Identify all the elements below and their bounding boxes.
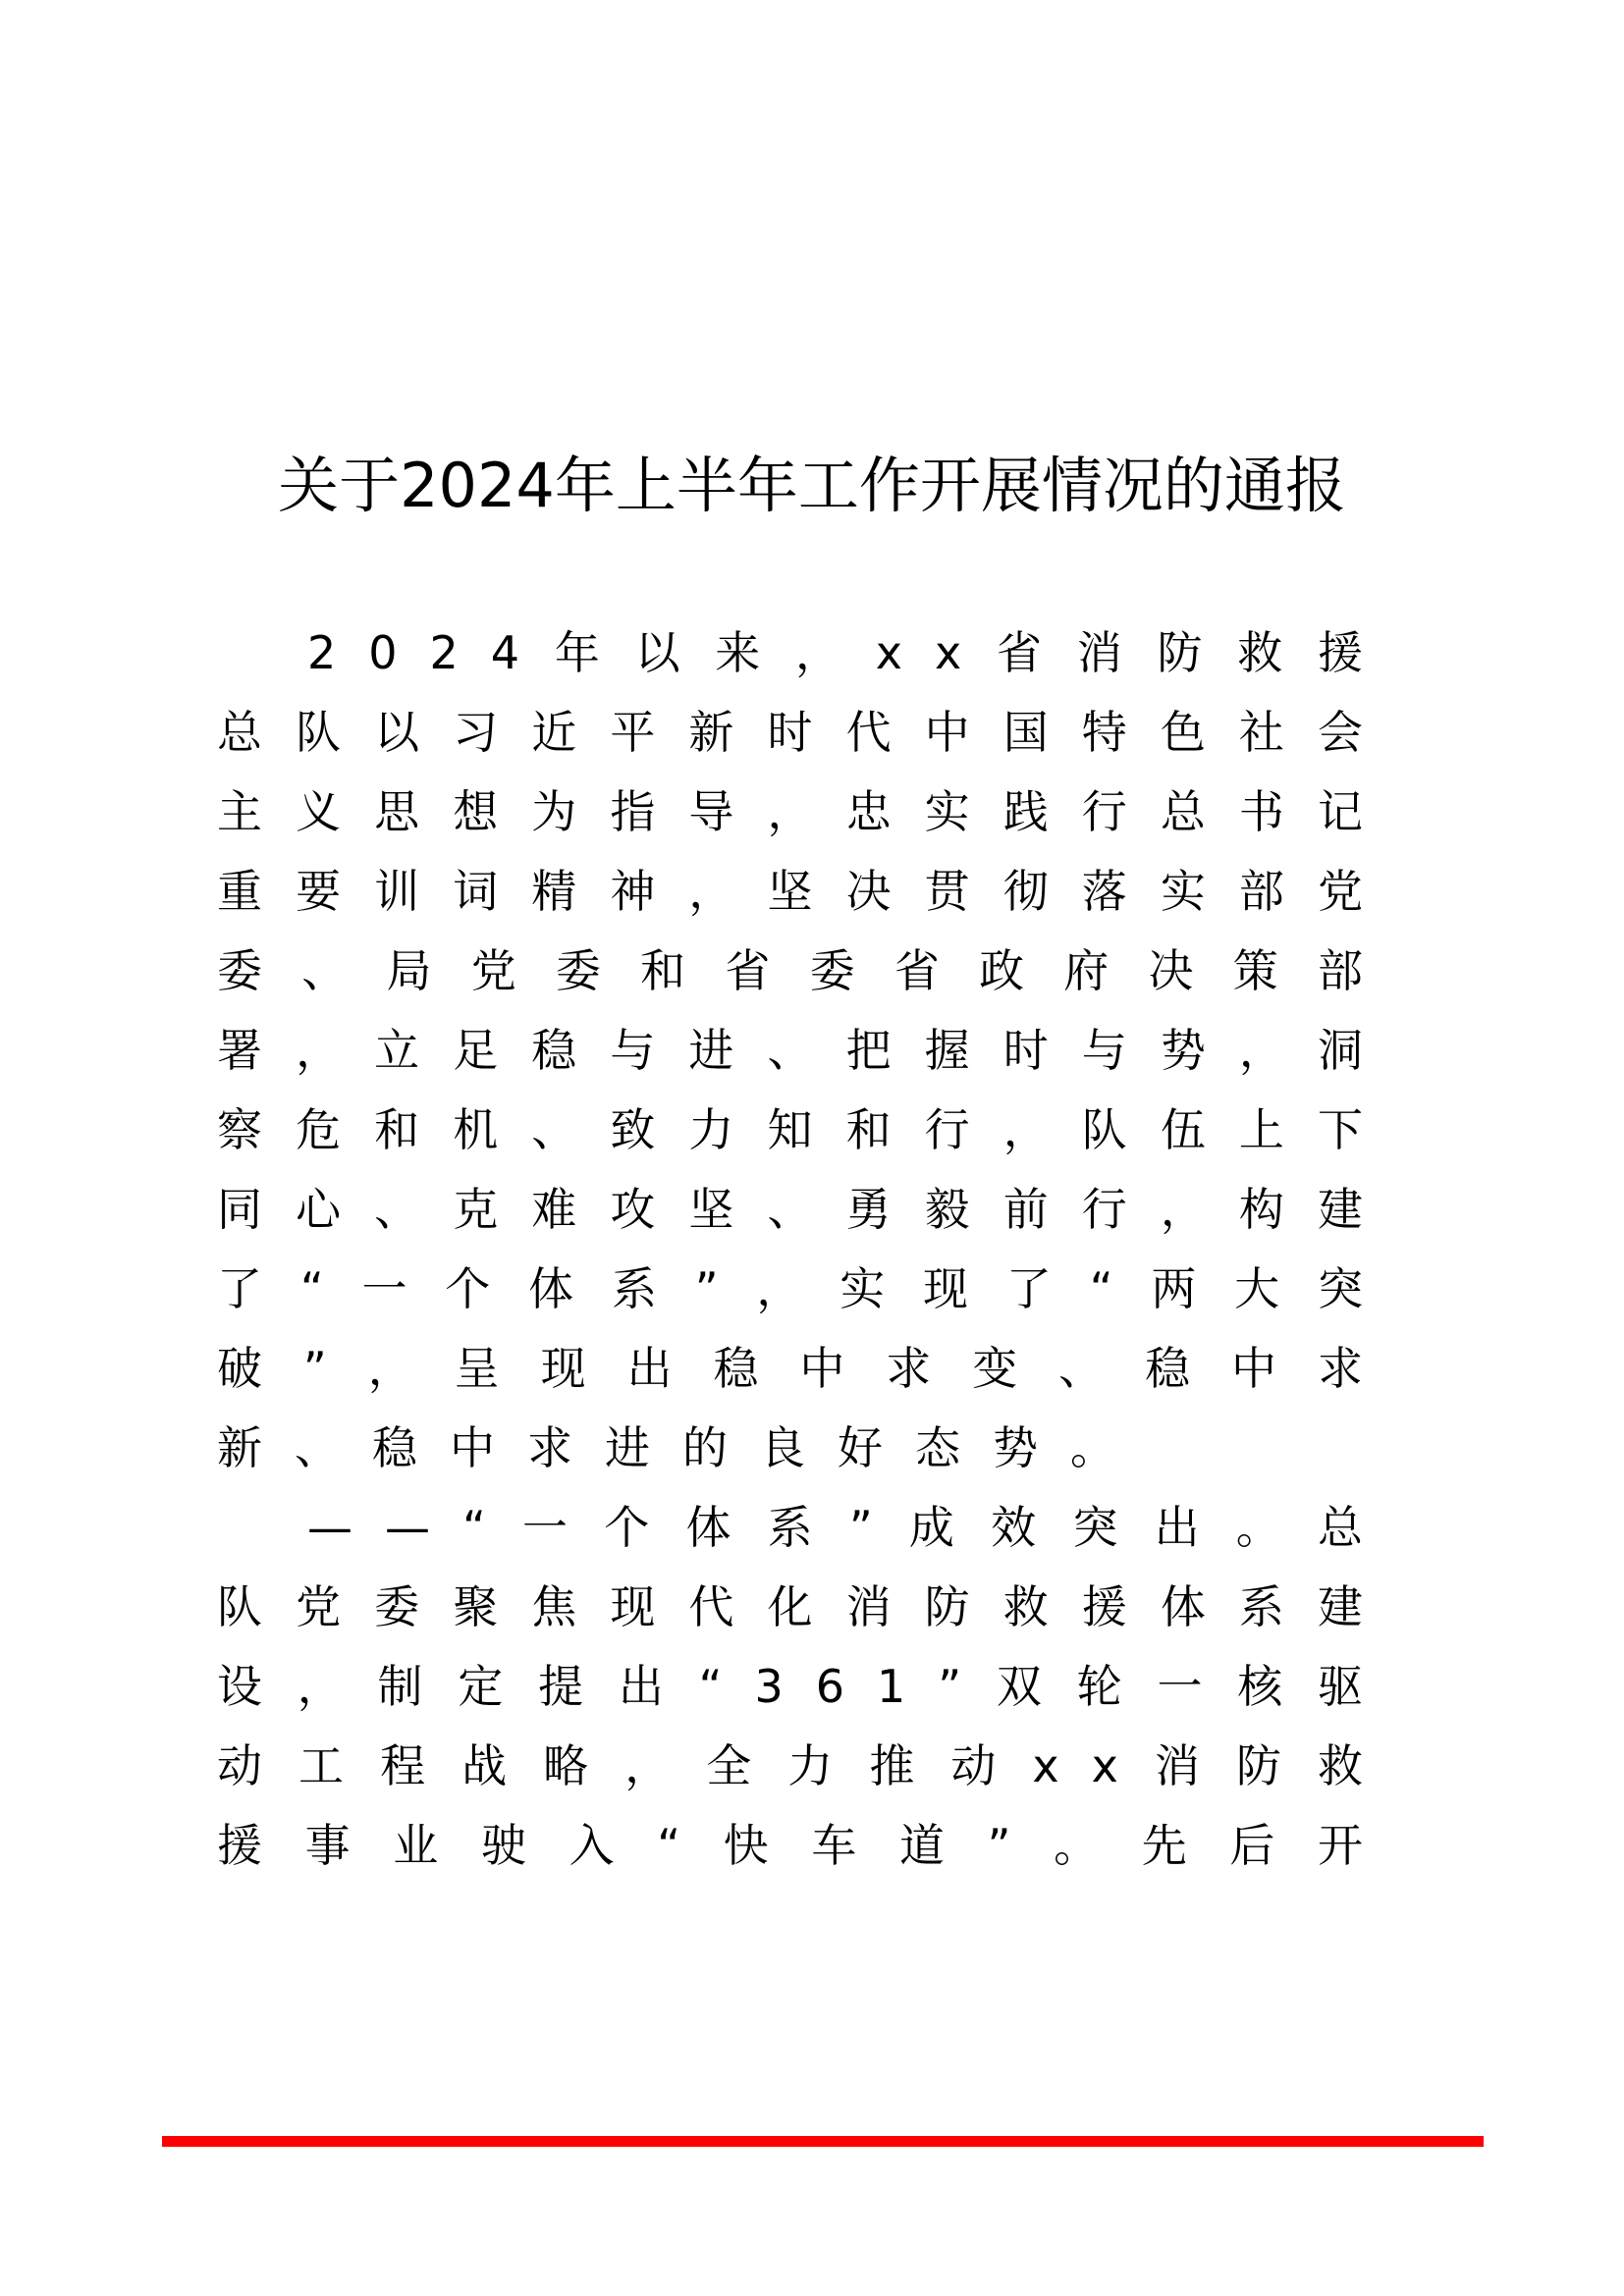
red-divider-line [162,2136,1484,2147]
document-body [217,614,1395,1886]
paragraph-1: 2024年以来，xx省消防救援总队以习近平新时代中国特色社会主义思想为指导，忠实践行总书记重要训词精神，坚决贯彻落实部党委、局党委和省委省政府决策部署，立足稳与进、把握时与势，洞察危和机、致力知和行，队伍上下同心、克难攻坚、勇毅前行，构建了“一个体系”，实现了“两大突破”，呈现出稳中求变、稳中求新、稳中求进的良好态势。 [217,626,1395,1474]
document-title: 关于2024年上半年工作开展情况的通报 [278,450,1346,521]
paragraph-2: ——“一个体系”成效突出。总队党委聚焦现代化消防救援体系建设，制定提出“361”双轮一核驱动工程战略，全力推动xx消防救援事业驶入“快车道”。先后开 [217,1501,1395,1872]
